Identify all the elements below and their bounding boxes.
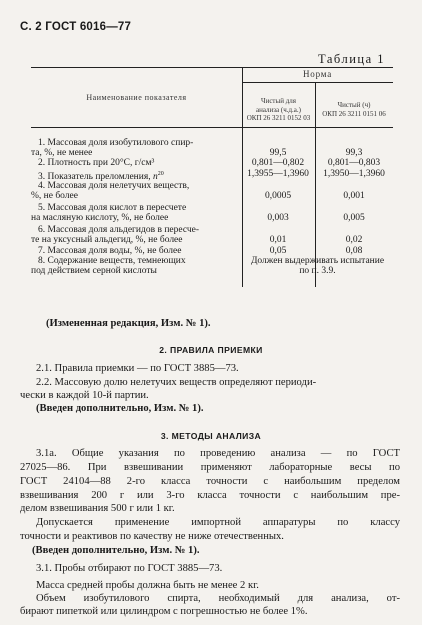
paragraph: 3.1а. Общие указания по проведению анализа — по ГОСТ bbox=[36, 448, 400, 459]
paragraph: бирают пипеткой или цилиндром с погрешностью не более 1%. bbox=[20, 606, 308, 617]
norm-rule bbox=[242, 82, 393, 83]
section-heading: 3. МЕТОДЫ АНАЛИЗА bbox=[160, 431, 262, 441]
paragraph: делом взвешивания 500 г или 1 кг. bbox=[20, 503, 175, 514]
amendment-note: (Измененная редакция, Изм. № 1). bbox=[46, 318, 211, 329]
paragraph: чески в каждой 10-й партии. bbox=[20, 390, 149, 401]
paragraph: Объем изобутилового спирта, необходимый для анализа, от- bbox=[36, 593, 400, 604]
section-heading: 2. ПРАВИЛА ПРИЕМКИ bbox=[159, 345, 263, 355]
paragraph: 27025—86. При взвешивании применяют лабораторные весы по bbox=[20, 462, 400, 473]
paragraph: 2.2. Массовую долю нелетучих веществ определяют периоди- bbox=[36, 377, 317, 388]
specs-table: Наименование показателя Норма Чистый для анализа (ч.д.а.) ОКП 26 3211 0152 03 Чистый (ч) ОКП 26 3211 0151 06 1. Массовая доля изобутилового спир- та, %, не менее 99,5 99,3 2. Плотность при 20°С, г/см³ 0,801—0,802 0,801—0,803 3. Показатель преломления, $n^{20}$ 1,3955—1,3960 1,3950—1,3960 4. Массовая доля нелетучих веществ, %, не более 0,0005 0,001 5. Массовая доля кислот в пересчете на масляную кислоту, %, не более 0,003 0,005 6. Массовая доля альдегидов в пересче- те на уксусный альдегид, %, не более 0,01 0,02 7. Массовая доля воды, %, не более 0,05 0,08 8. Содержание веществ, темнеющих под действием серной кислоты Должен выдерживать испытание по п. 3.9. bbox=[31, 67, 393, 287]
paragraph: Масса средней пробы должна быть не менее 2 кг. bbox=[36, 580, 259, 591]
page-header: С. 2 ГОСТ 6016—77 bbox=[20, 21, 132, 33]
amendment-note: (Введен дополнительно, Изм. № 1). bbox=[32, 545, 200, 556]
paragraph: 2.1. Правила приемки — по ГОСТ 3885—73. bbox=[36, 363, 239, 374]
header-indicator: Наименование показателя bbox=[86, 93, 187, 102]
amendment-note: (Введен дополнительно, Изм. № 1). bbox=[36, 403, 204, 414]
paragraph: 3.1. Пробы отбирают по ГОСТ 3885—73. bbox=[36, 563, 223, 574]
paragraph: ГОСТ 24104—88 2-го класса точности с наибольшим пределом bbox=[20, 476, 400, 487]
paragraph: взвешивания 200 г или 3-го класса точности с наибольшим пре- bbox=[20, 490, 400, 501]
table-top-rule bbox=[31, 67, 393, 68]
table-caption: Таблица 1 bbox=[318, 52, 385, 66]
header-bottom-rule bbox=[31, 127, 393, 128]
header-grade-1: Чистый для анализа (ч.д.а.) ОКП 26 3211 0152 03 bbox=[246, 97, 311, 122]
paragraph: точности и реактивов по качеству не ниже отечественных. bbox=[20, 531, 284, 542]
header-norm: Норма bbox=[303, 69, 332, 79]
paragraph: Допускается применение импортной аппаратуры по классу bbox=[36, 517, 400, 528]
header-grade-2: Чистый (ч) ОКП 26 3211 0151 06 bbox=[322, 101, 386, 118]
